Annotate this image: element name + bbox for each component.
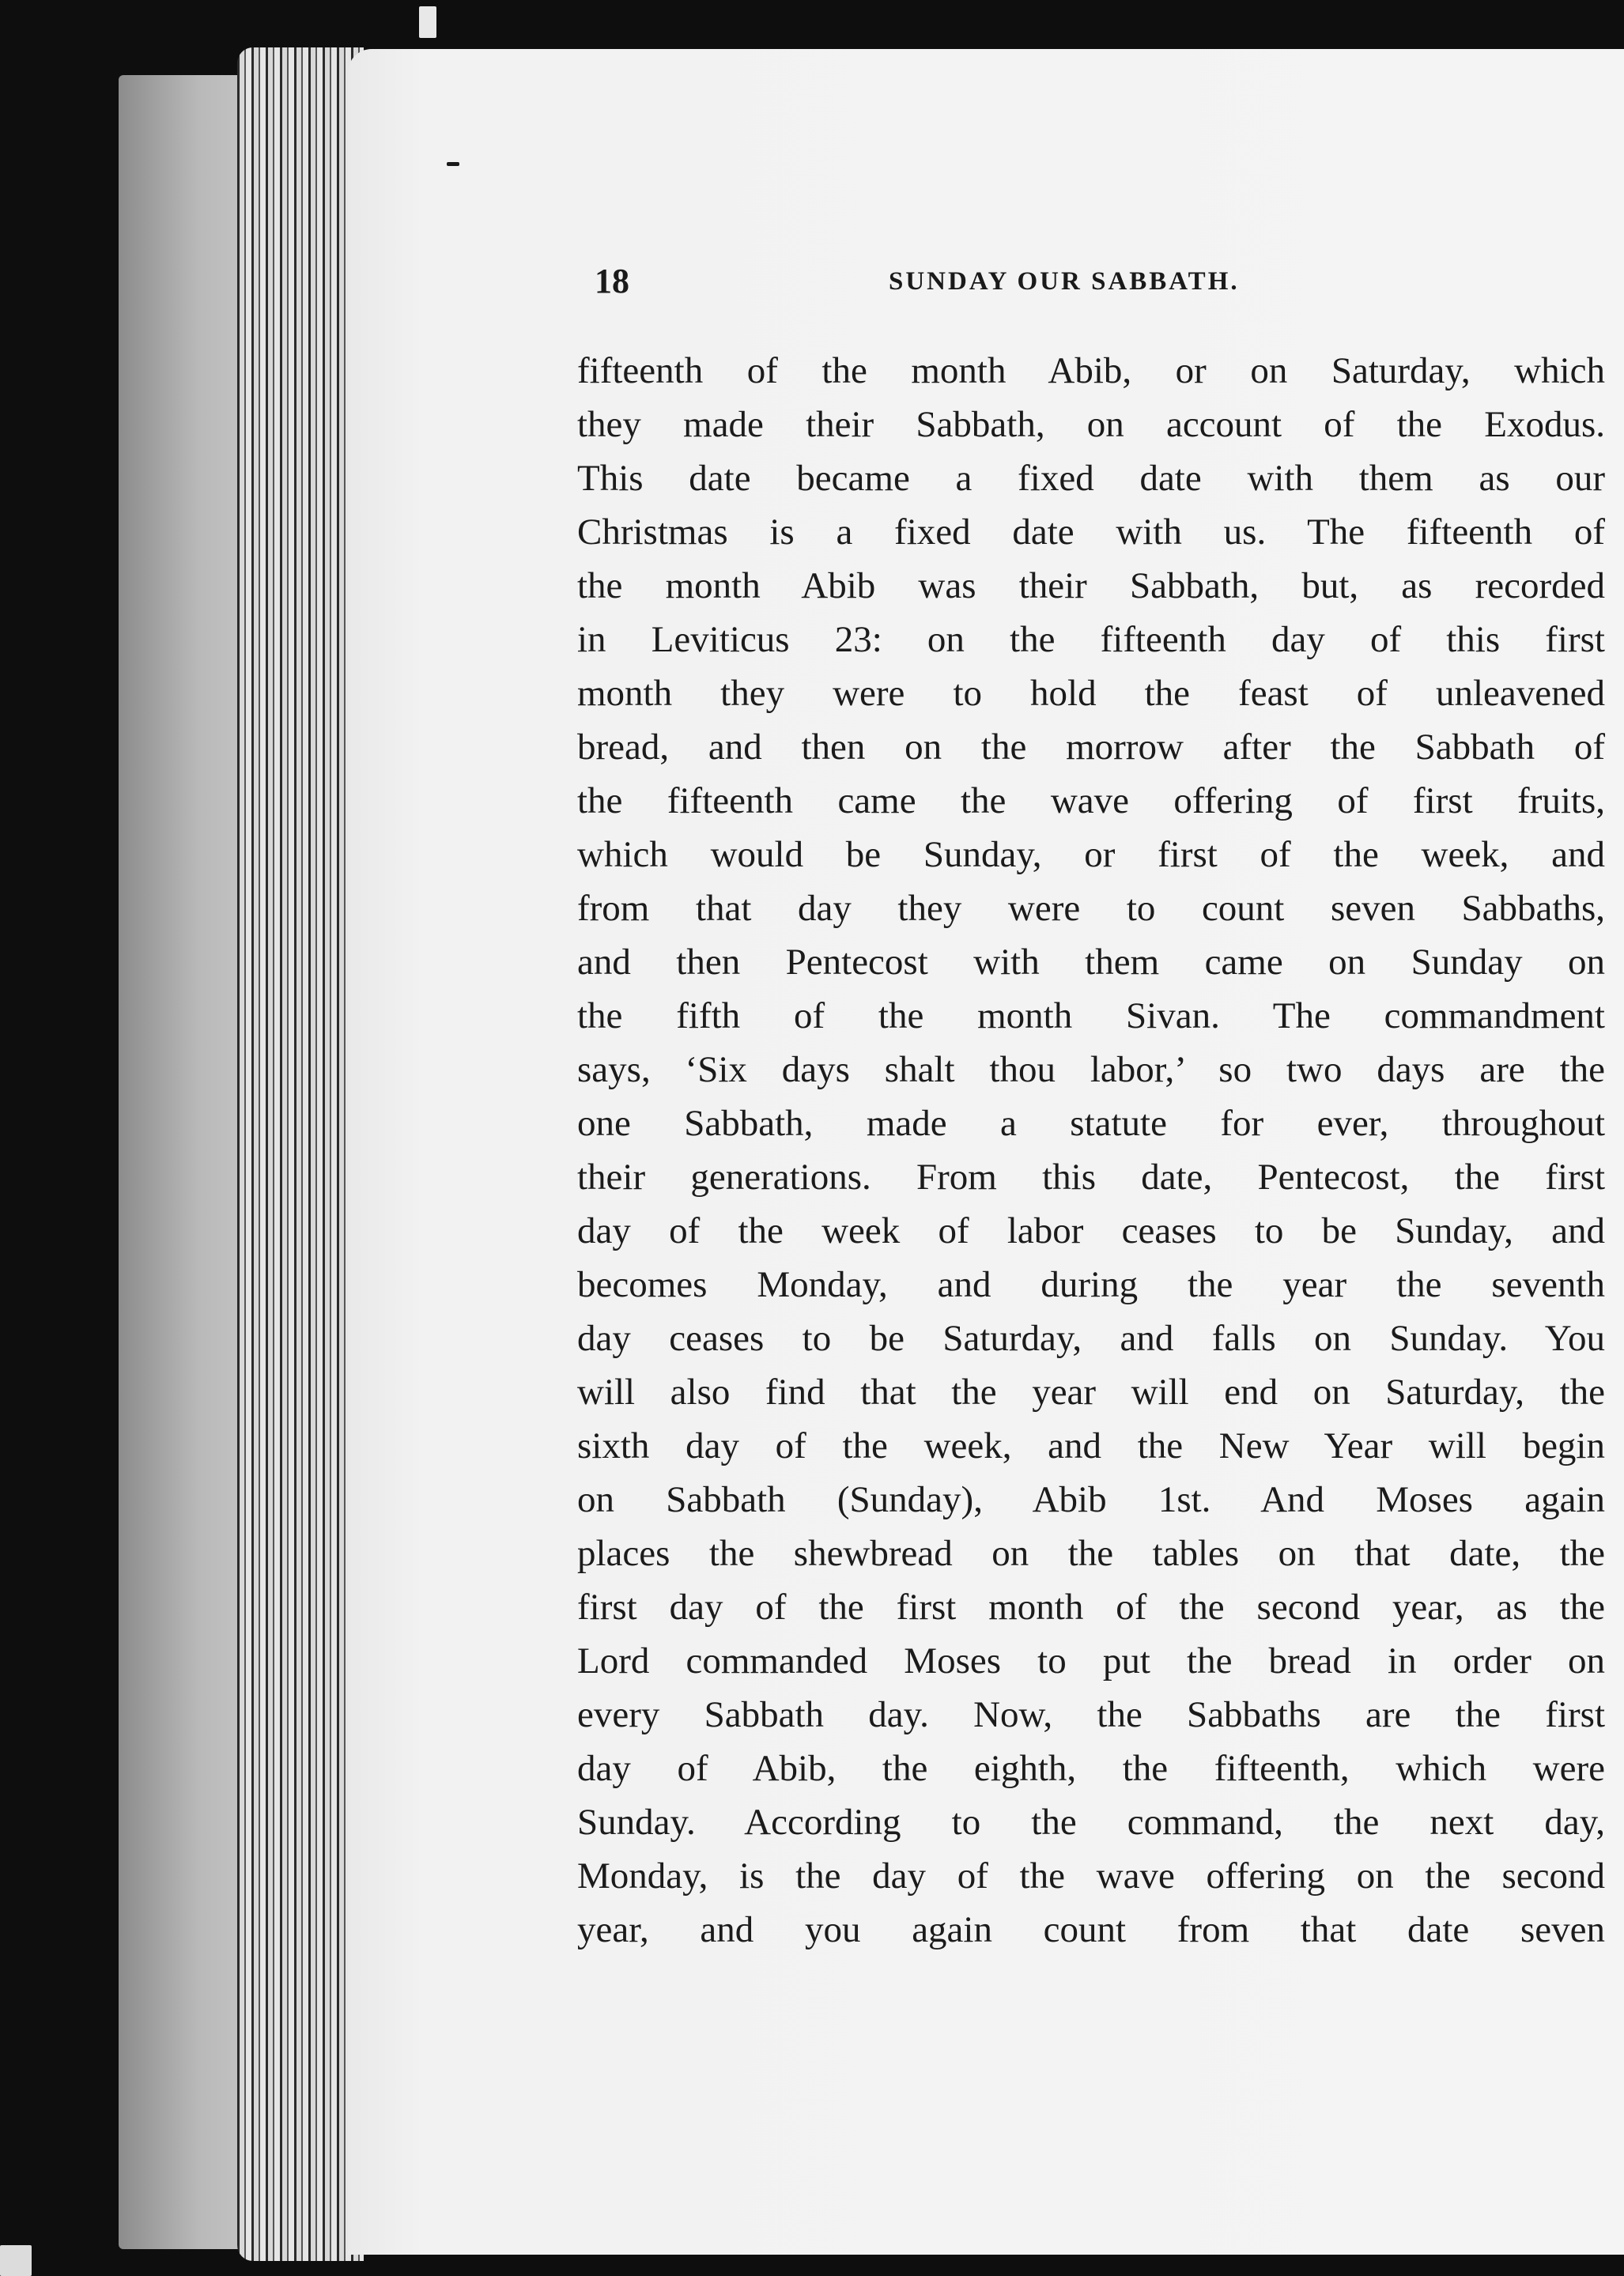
page-number: 18	[595, 262, 629, 300]
text-line: year, and you again count from that date seven	[577, 1909, 1605, 1950]
text-line: will also find that the year will end on Saturday, the	[577, 1372, 1605, 1413]
text-line: from that day they were to count seven Sabbaths,	[577, 888, 1605, 929]
text-line: one Sabbath, made a statute for ever, throughout	[577, 1103, 1605, 1144]
scan-speck	[419, 6, 436, 38]
text-line: fifteenth of the month Abib, or on Saturday, which	[577, 350, 1605, 391]
scan-speck	[0, 2245, 32, 2276]
running-head: SUNDAY OUR SABBATH.	[889, 267, 1240, 296]
text-line: first day of the first month of the second year, as the	[577, 1587, 1605, 1628]
text-line: which would be Sunday, or first of the week, and	[577, 834, 1605, 875]
text-line: Lord commanded Moses to put the bread in order on	[577, 1640, 1605, 1682]
text-line: bread, and then on the morrow after the Sabbath of	[577, 727, 1605, 768]
text-line: day of the week of labor ceases to be Sunday, and	[577, 1210, 1605, 1251]
text-line: Monday, is the day of the wave offering on the second	[577, 1855, 1605, 1897]
text-line: This date became a fixed date with them as our	[577, 458, 1605, 499]
scan-speck	[447, 162, 459, 166]
page-header	[595, 261, 1615, 308]
text-line: says, ‘Six days shalt thou labor,’ so two days are the	[577, 1049, 1605, 1090]
body-text	[577, 344, 1605, 1957]
text-line: in Leviticus 23: on the fifteenth day of this first	[577, 619, 1605, 660]
text-line: every Sabbath day. Now, the Sabbaths are the first	[577, 1694, 1605, 1735]
text-line: Sunday. According to the command, the next day,	[577, 1802, 1605, 1843]
text-line: the fifth of the month Sivan. The commandment	[577, 995, 1605, 1036]
text-line: places the shewbread on the tables on that date, the	[577, 1533, 1605, 1574]
text-line: sixth day of the week, and the New Year will begin	[577, 1425, 1605, 1466]
text-line: becomes Monday, and during the year the seventh	[577, 1264, 1605, 1305]
text-line: the month Abib was their Sabbath, but, as recorded	[577, 565, 1605, 606]
text-line: their generations. From this date, Pentecost, the first	[577, 1157, 1605, 1198]
text-line: the fifteenth came the wave offering of first fruits,	[577, 780, 1605, 821]
text-line: on Sabbath (Sunday), Abib 1st. And Moses again	[577, 1479, 1605, 1520]
text-line: and then Pentecost with them came on Sunday on	[577, 942, 1605, 983]
text-line: month they were to hold the feast of unleavened	[577, 673, 1605, 714]
text-line: day ceases to be Saturday, and falls on Sunday. You	[577, 1318, 1605, 1359]
page-edges	[237, 47, 364, 2261]
text-line: Christmas is a fixed date with us. The fifteenth of	[577, 511, 1605, 553]
text-line: they made their Sabbath, on account of the Exodus.	[577, 404, 1605, 445]
text-line: day of Abib, the eighth, the fifteenth, which were	[577, 1748, 1605, 1789]
